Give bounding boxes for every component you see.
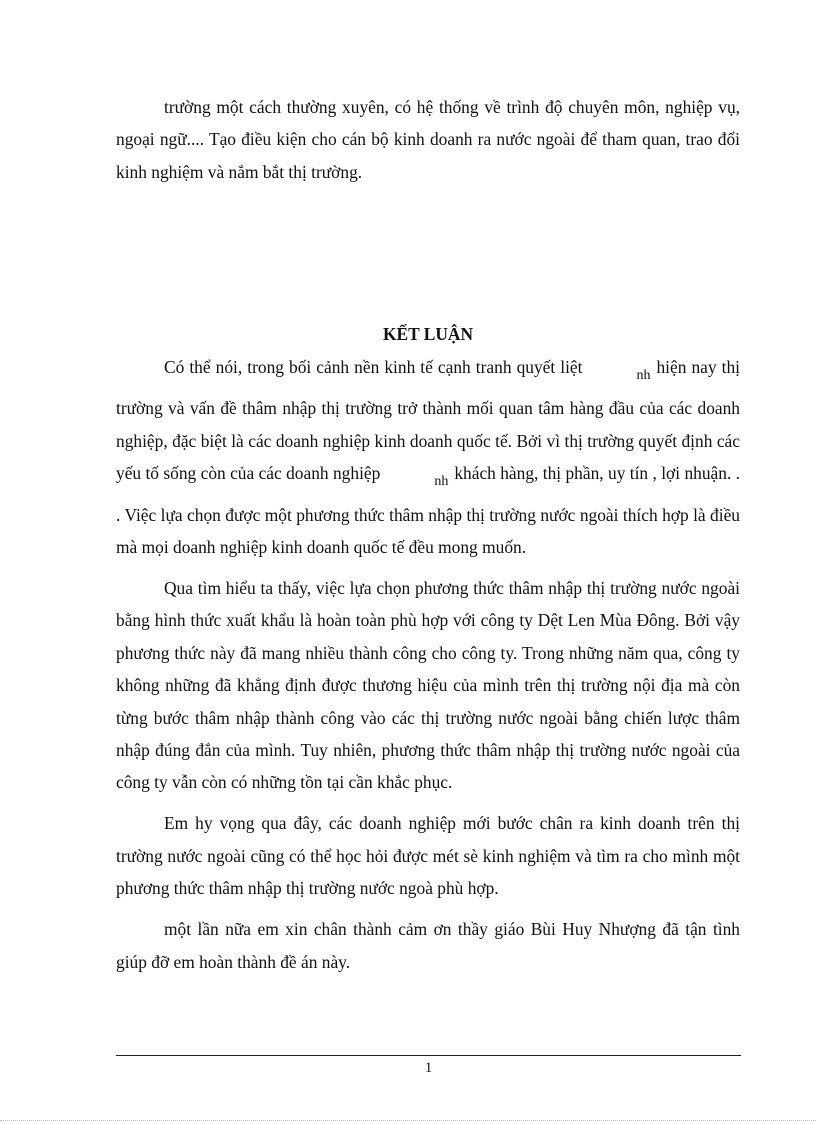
page-bottom-edge (0, 1120, 816, 1121)
conclusion-paragraph-4: một lần nữa em xin chân thành cảm ơn thầy giáo Bùi Huy Nhượng đã tận tình giúp đỡ em hoàn thành đề án này. (116, 919, 740, 972)
footer-divider (116, 1055, 741, 1056)
conclusion-paragraph-3: Em hy vọng qua đây, các doanh nghiệp mới bước chân ra kinh doanh trên thị trường nước ngoài cũng có thể học hỏi được mét sè kinh nghiệm và tìm ra cho mình một phương thức thâm nhập thị trường nước ngoà phù hợp. (116, 813, 740, 899)
inline-fragment-2: nh (434, 474, 449, 490)
intro-paragraph-block (116, 91, 740, 188)
page-number: 1 (424, 1060, 433, 1076)
conclusion-paragraph-2: Qua tìm hiểu ta thấy, việc lựa chọn phương thức thâm nhập thị trường nước ngoài bằng hình thức xuất khẩu là hoàn toàn phù hợp với công ty Dệt Len Mùa Đông. Bởi vậy phương thức này đã mang nhiều thành công cho công ty. Trong những năm qua, công ty không những đã khẳng định được thương hiệu của mình trên thị trường nội địa mà còn từng bước thâm nhập thành công vào các thị trường nước ngoài bằng chiến lược thâm nhập đúng đắn của mình. Tuy nhiên, phương thức thâm nhập thị trường nước ngoài của công ty vẫn còn có những tồn tại cần khắc phục. (116, 578, 740, 793)
paragraph-1-part-3: khách hàng, thị phần, uy tín , lợi nhuận. . . Việc lựa chọn được một phương thức thâm nhập thị trường nước ngoài thích hợp là điều mà mọi doanh nghiệp kinh doanh quốc tế đều mong muốn. (116, 463, 741, 558)
inline-fragment-1: nh (636, 368, 651, 383)
intro-paragraph: trường một cách thường xuyên, có hệ thống về trình độ chuyên môn, nghiệp vụ, ngoại ngữ.... Tạo điều kiện cho cán bộ kinh doanh ra nước ngoài để tham quan, trao đổi kinh nghiệm và nắm bắt thị trường. (116, 97, 740, 182)
conclusion-paragraph-1 (116, 351, 740, 563)
conclusion-body (116, 351, 740, 987)
paragraph-1-part-1: Có thể nói, trong bối cảnh nền kinh tế cạnh tranh quyết liệt (164, 357, 583, 377)
paragraph-1-part-2: hiện nay thị trường và vấn đề thâm nhập thị trường trở thành mối quan tâm hàng đầu của các doanh nghiệp, đặc biệt là các doanh nghiệp kinh doanh quốc tế. Bởi vì thị trường quyết định các yếu tố sống còn của các doanh nghiệp (116, 357, 740, 484)
section-heading: KẾT LUẬN (382, 324, 474, 344)
